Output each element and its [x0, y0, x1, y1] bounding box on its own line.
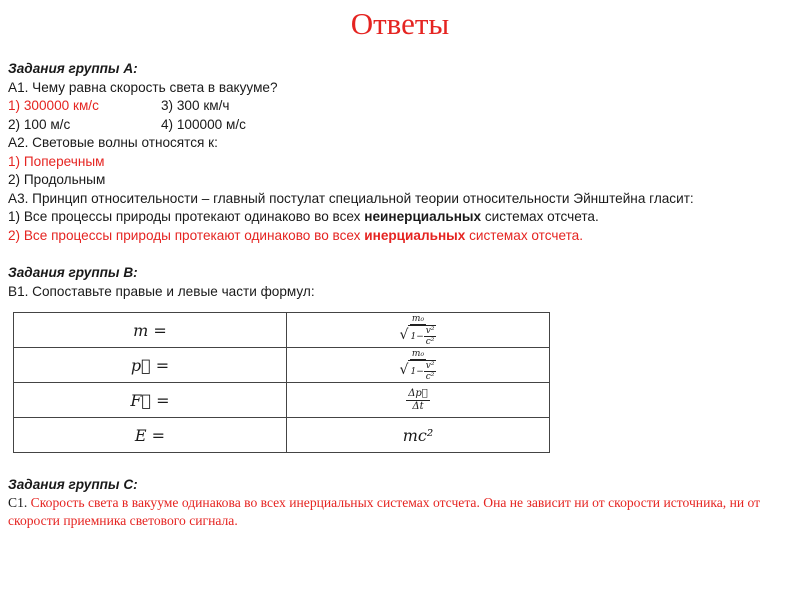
fraction-numerator: Δp⃗ [408, 387, 428, 399]
c2: c² [425, 371, 435, 382]
a1-options-row1 [8, 97, 798, 116]
sqrt-text: 1− [410, 366, 424, 377]
a1-question: А1. Чему равна скорость света в вакууме? [8, 79, 278, 95]
group-a-header: Задания группы А: [8, 61, 138, 76]
v2: v² [425, 325, 435, 336]
a3-option-1 [8, 208, 798, 227]
a1-option-3: 3) 300 км/ч [161, 98, 230, 113]
a2-option-1: 1) Поперечным [8, 153, 105, 169]
group-c-section [8, 476, 798, 530]
fraction: m₀ √ 1− $\frac{\text{v²}}{\text{c²}}$ [399, 348, 435, 382]
formula-left-text: E = [134, 425, 166, 445]
formula-left-f [14, 383, 287, 418]
group-b-header: Задания группы В: [8, 265, 138, 280]
a2-option-2: 2) Продольным [8, 172, 106, 187]
formula-right-energy [287, 418, 550, 453]
formula-left-text: p⃗ = [130, 355, 170, 375]
a3-option-1-text: 1) Все процессы природы протекают одинаково во всех [8, 209, 365, 224]
a1-options-row2 [8, 116, 798, 135]
page-title: Ответы [350, 6, 450, 41]
fraction-denominator: Δt [412, 400, 424, 412]
formula-left-text: m = [133, 320, 167, 340]
formula-right-text: mc² [402, 425, 434, 445]
a1-option-1: 1) 300000 км/с [8, 98, 99, 113]
c1-answer [8, 494, 798, 530]
fraction [406, 388, 430, 413]
sqrt-text: 1− [410, 331, 424, 342]
fraction: m₀ √ 1− $\frac{\text{v²}}{\text{c²}}$ [399, 313, 435, 347]
formula-right-force [287, 383, 550, 418]
b1-question: В1. Сопоставьте правые и левые части формул: [8, 283, 315, 299]
table-row [14, 313, 550, 348]
table-row [14, 348, 550, 383]
fraction-numerator: m₀ [411, 313, 425, 324]
formula-right-momentum [287, 348, 550, 383]
group-c-header: Задания группы С: [8, 477, 138, 492]
c1-answer-text: Скорость света в вакууме одинакова во всех инерциальных системах отсчета. Она не зависит ни от скорости источника, ни от скорости приемника светового сигнала. [8, 495, 761, 528]
table-row [14, 383, 550, 418]
a1-option-4: 4) 100000 м/с [161, 116, 246, 132]
a2-question: А2. Световые волны относятся к: [8, 135, 218, 150]
c1-label: С1. [8, 495, 28, 510]
formula-right-relativistic-mass [287, 313, 550, 348]
a3-option-2-text: 2) Все процессы природы протекают одинаково во всех [8, 227, 365, 243]
a3-question: А3. Принцип относительности – главный постулат специальной теории относительности Эйнштейна гласит: [8, 190, 694, 206]
formula-table [13, 312, 550, 453]
v2: v² [425, 360, 435, 371]
answers-content [8, 60, 798, 301]
formula-left-m [14, 313, 287, 348]
a3-option-2-bold: инерциальных [364, 227, 466, 243]
c2: c² [425, 336, 435, 347]
a3-option-2-end: системах отсчета. [465, 227, 583, 243]
fraction-numerator: m₀ [411, 348, 425, 359]
table-row [14, 418, 550, 453]
a3-option-1-end: системах отсчета. [481, 209, 599, 224]
a3-option-2 [8, 227, 798, 246]
formula-left-e [14, 418, 287, 453]
formula-left-text: F⃗ = [130, 390, 170, 410]
a1-option-2: 2) 100 м/с [8, 116, 71, 132]
a3-option-1-bold: неинерциальных [364, 209, 482, 224]
formula-left-p [14, 348, 287, 383]
